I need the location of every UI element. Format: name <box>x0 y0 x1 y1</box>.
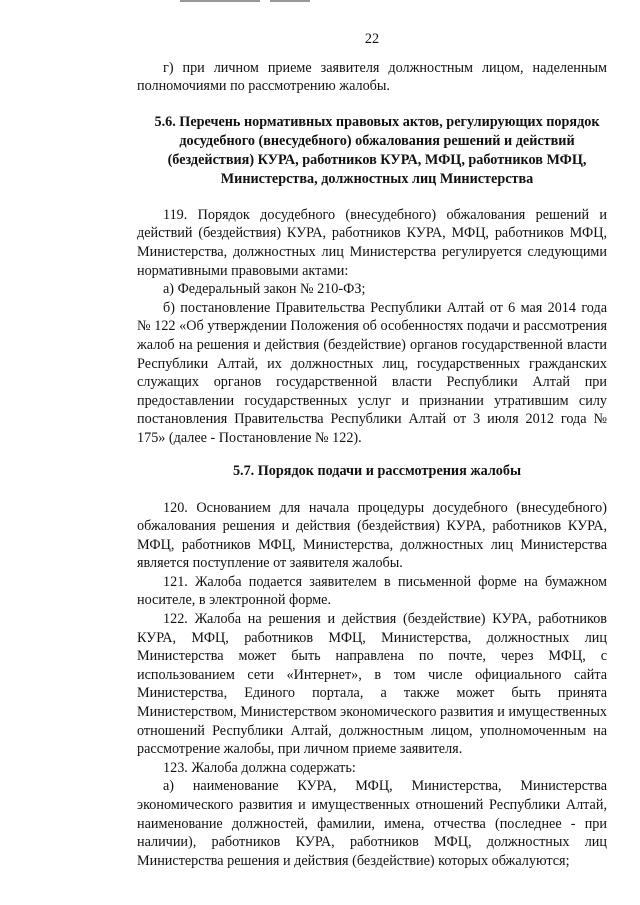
section-heading-5-7: 5.7. Порядок подачи и рассмотрения жалобы <box>232 462 522 479</box>
scan-edge-mark <box>270 0 310 2</box>
list-item-b: б) постановление Правительства Республики Алтай от 6 мая 2014 года № 122 «Об утверждении Положения об особенностях подачи и рассмотрения жалоб на решения и действия (бездействие) органов государственной власти Республики Алтай, их должностных лиц, государственных гражданских служащих органов государственной власти Республики Алтай при предоставлении государственных услуг и признании утратившим силу постановления Правительства Республики Алтай от 3 июля 2012 года № 175» (далее - Постановление № 122). <box>137 299 607 446</box>
section-heading-5-6: 5.6. Перечень нормативных правовых актов, регулирующих порядок досудебного (внесудебного) обжалования решений и действий (бездействия) КУРА, работников КУРА, МФЦ, работников МФЦ, Министерства, должностных лиц Министерства <box>154 113 600 187</box>
paragraph-123-a: а) наименование КУРА, МФЦ, Министерства, Министерства экономического развития и имущественных отношений Республики Алтай, наименование должностей, фамилии, имена, отчества (последнее - при наличии), работников КУРА, работников МФЦ, должностных лиц Министерства решения и действия (бездействие) которых обжалуются; <box>137 778 607 869</box>
list-item-a: а) Федеральный закон № 210-ФЗ; <box>163 281 366 298</box>
paragraph-123: 123. Жалоба должна содержать: <box>163 759 356 776</box>
document-page <box>137 30 607 870</box>
paragraph-120: 120. Основанием для начала процедуры досудебного (внесудебного) обжалования решения и действия (бездействия) КУРА, работников КУРА, МФЦ, работников МФЦ, Министерства, должностных лиц Министерства является поступление от заявителя жалобы. <box>137 499 607 572</box>
intro-paragraph: г) при личном приеме заявителя должностным лицом, наделенным полномочиями по рассмотрению жалобы. <box>137 59 607 95</box>
page-number: 22 <box>364 31 380 47</box>
paragraph-119: 119. Порядок досудебного (внесудебного) обжалования решений и действий (бездействия) КУРА, работников КУРА, МФЦ, работников МФЦ, Министерства, должностных лиц Министерства регулируется следующими нормативными правовыми актами: <box>137 206 607 279</box>
paragraph-121: 121. Жалоба подается заявителем в письменной форме на бумажном носителе, в электронной форме. <box>137 573 607 609</box>
paragraph-122: 122. Жалоба на решения и действия (бездействие) КУРА, работников КУРА, МФЦ, работников МФЦ, Министерства, должностных лиц Министерства может быть направлена по почте, через МФЦ, с использованием сети «Интернет», в том числе официального сайта Министерства, Единого портала, а также может быть принята Министерством, Министерством экономического развития и имущественных отношений Республики Алтай, должностным лицом, уполномоченным на рассмотрение жалобы, при личном приеме заявителя. <box>137 611 607 758</box>
scan-edge-mark <box>180 0 260 2</box>
